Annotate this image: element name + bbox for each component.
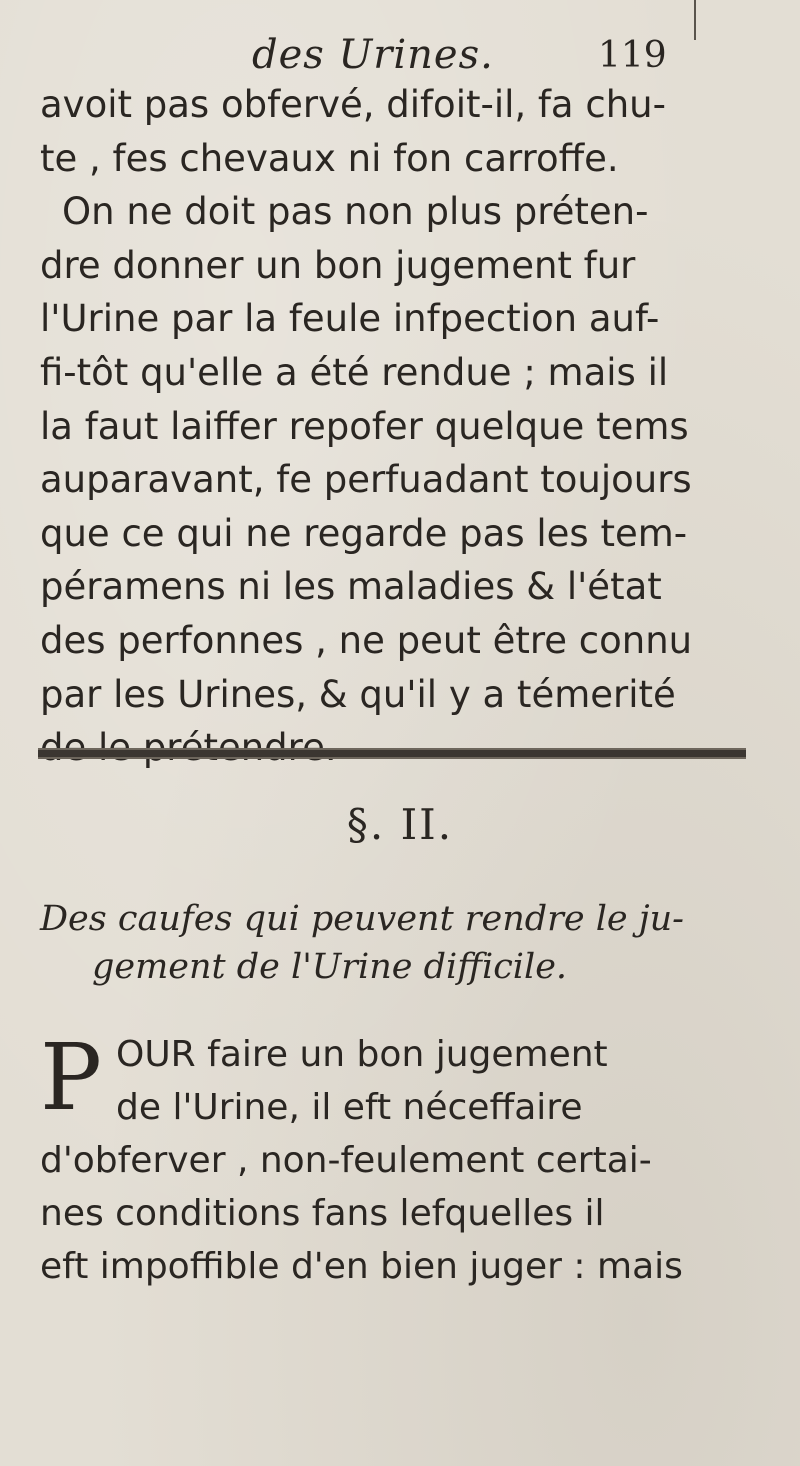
text-line: d'obferver , non-feulement certai- [40, 1140, 652, 1181]
heading-line: Des caufes qui peuvent rendre le ju- [40, 899, 684, 939]
text-line: la faut laiffer repofer quelque tems [40, 404, 689, 448]
text-line: que ce qui ne regarde pas les tem- [40, 511, 688, 555]
running-title: des Urines. [252, 32, 494, 78]
text-line: dre donner un bon jugement fur [40, 243, 636, 287]
page-number: 119 [598, 35, 667, 76]
first-word-smallcaps: OUR [116, 1034, 196, 1075]
paragraph-1 [40, 78, 770, 775]
paragraph-2 [40, 1024, 780, 1293]
text-line: de l'Urine, il eft néceffaire [116, 1087, 583, 1128]
text-line: nes conditions fans lefquelles il [40, 1193, 605, 1234]
text-line [40, 1028, 780, 1081]
text-line: l'Urine par la feule infpection auf- [40, 297, 660, 341]
page-header [0, 32, 800, 82]
text-line: péramens ni les maladies & l'état [40, 565, 662, 609]
text-line: auparavant, fe perfuadant toujours [40, 458, 692, 502]
text-line-rest: faire un bon jugement [195, 1034, 608, 1075]
section-number: §. II. [346, 800, 454, 849]
text-line: avoit pas obfervé, difoit-il, fa chu- [40, 83, 666, 126]
section-heading [40, 895, 780, 991]
text-line: On ne doit pas non plus préten- [62, 190, 649, 234]
text-line: par les Urines, & qu'il y a témerité [40, 672, 676, 716]
text-line: fi-tôt qu'elle a été rendue ; mais il [40, 350, 669, 394]
text-line: eft impoffible d'en bien juger : mais [40, 1246, 683, 1287]
heading-line: gement de l'Urine difficile. [92, 947, 568, 987]
drop-cap: P [40, 1024, 102, 1131]
ornamental-rule [38, 748, 746, 759]
text-line: des perfonnes , ne peut être connu [40, 618, 693, 662]
text-line: te , fes chevaux ni fon carroffe. [40, 136, 619, 180]
